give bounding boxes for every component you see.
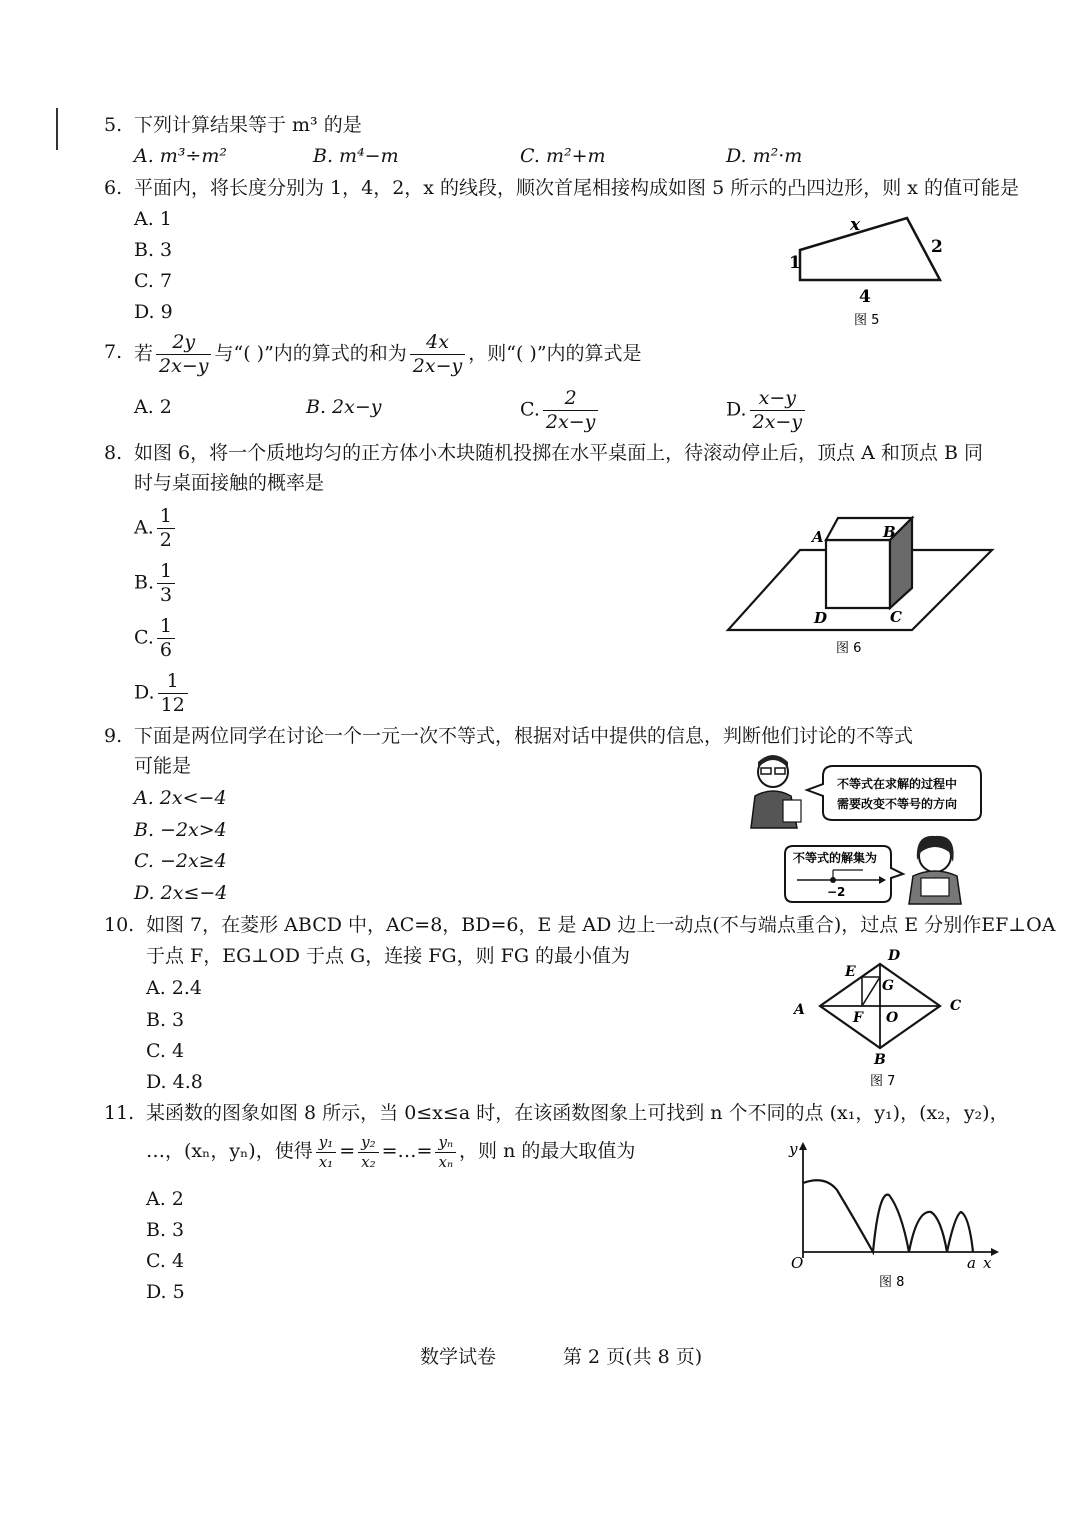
fig6-label-b: B	[883, 523, 896, 541]
q10-number: 10.	[104, 914, 135, 936]
fig7-label-f: F	[853, 1010, 863, 1026]
fig7-label-a: A	[794, 1002, 805, 1018]
fig5-label-x: x	[850, 215, 861, 235]
figure-8-function-graph	[755, 1140, 1000, 1290]
fig7-label-b: B	[874, 1052, 886, 1068]
q8-stem-line1: 如图 6，将一个质地均匀的正方体小木块随机投掷在水平桌面上，待滚动停止后，顶点 A 和顶点 B 同	[134, 442, 983, 464]
q11-option-c: C. 4	[146, 1250, 185, 1272]
fig7-label-c: C	[950, 998, 962, 1014]
q7-option-d: D. $\frac{x-y}{2x-y}$	[726, 388, 808, 433]
fig8-origin: O	[791, 1254, 804, 1272]
q11-option-d: D. 5	[146, 1281, 185, 1303]
q9-number: 9.	[104, 725, 123, 747]
fig7-label-g: G	[882, 978, 894, 994]
q5-option-a: A. m³÷m²	[134, 145, 227, 167]
q10-stem-line2: 于点 F，EG⊥OD 于点 G，连接 FG，则 FG 的最小值为	[146, 945, 631, 967]
q6-option-b: B. 3	[134, 239, 173, 261]
q11-option-a: A. 2	[146, 1188, 184, 1210]
bubble1-line1: 不等式在求解的过程中	[837, 777, 958, 791]
q6-option-a: A. 1	[134, 208, 172, 230]
q5-option-d: D. m²·m	[726, 145, 803, 167]
q11-stem-line1: 某函数的图象如图 8 所示，当 0≤x≤a 时，在该函数图象上可找到 n 个不同的点 (x₁，y₁)，(x₂，y₂)，	[146, 1102, 1009, 1124]
function-curve	[803, 1180, 973, 1252]
q11-number: 11.	[104, 1102, 135, 1124]
fig7-label-e: E	[845, 964, 856, 980]
q10-option-c: C. 4	[146, 1040, 185, 1062]
footer-page: 第 2 页(共 8 页)	[563, 1346, 703, 1368]
q10-option-d: D. 4.8	[146, 1071, 203, 1093]
q10-option-b: B. 3	[146, 1009, 185, 1031]
fig8-a-mark: a	[967, 1254, 976, 1272]
q7-number: 7.	[104, 341, 123, 363]
q9-option-b: B. −2x>4	[134, 819, 227, 841]
q6-stem: 平面内，将长度分别为 1，4，2，x 的线段，顺次首尾相接构成如图 5 所示的凸四边形，则 x 的值可能是	[134, 177, 1020, 199]
q5-option-c: C. m²+m	[520, 145, 606, 167]
q11-option-b: B. 3	[146, 1219, 185, 1241]
q7-stem-line	[134, 332, 642, 377]
fig7-caption: 图 7	[870, 1074, 896, 1089]
q9-stem-line2: 可能是	[134, 755, 192, 777]
fig5-caption: 图 5	[854, 313, 880, 328]
q8-option-b: B. $\frac{1}{3}$	[134, 561, 178, 606]
bubble1-line2: 需要改变不等号的方向	[837, 797, 958, 811]
q7-option-a: A. 2	[134, 396, 172, 418]
q7-stem-prefix: 若	[134, 342, 154, 365]
q7-fraction-2: $\frac{4x}{2x-y}$	[410, 332, 465, 377]
q8-option-d: D. $\frac{1}{12}$	[134, 671, 191, 716]
figure-5-quadrilateral	[780, 210, 960, 330]
figure-dialogue-cartoon	[745, 750, 985, 910]
fig7-label-o: O	[886, 1010, 899, 1026]
q9-option-c: C. −2x≥4	[134, 850, 227, 872]
q7-option-c: C. $\frac{2}{2x-y}$	[520, 388, 601, 433]
q8-stem-line2: 时与桌面接触的概率是	[134, 472, 325, 494]
q11-stem-line2: …，(xₙ，yₙ)，使得 $\frac{\text{y₁}}{\text{x₁}}$ = $\frac{\text{y₂}}{\text{x₂}}$ =…= $\frac{\text{yₙ}}{\text{xₙ}}$ ，则 n 的最大取值为	[146, 1133, 636, 1171]
fig5-label-1: 1	[789, 253, 801, 273]
q5-option-b: B. m⁴−m	[313, 145, 399, 167]
q8-number: 8.	[104, 442, 123, 464]
fig6-label-a: A	[812, 528, 824, 546]
q7-option-b: B. 2x−y	[306, 396, 382, 418]
figure-7-rhombus	[790, 944, 970, 1089]
girl-student-illustration	[909, 836, 961, 904]
fig7-label-d: D	[888, 948, 901, 964]
q10-option-a: A. 2.4	[146, 977, 203, 999]
q10-stem-line1: 如图 7，在菱形 ABCD 中，AC=8，BD=6，E 是 AD 边上一动点(不与端点重合)，过点 E 分别作EF⊥OA	[146, 914, 1056, 936]
footer-subject: 数学试卷	[420, 1346, 497, 1368]
bubble2-title: 不等式的解集为	[793, 851, 878, 865]
fig5-label-4: 4	[859, 287, 871, 307]
q6-option-d: D. 9	[134, 301, 173, 323]
boy-student-illustration	[751, 755, 801, 828]
q9-option-a: A. 2x<−4	[134, 787, 227, 809]
fig6-label-c: C	[890, 608, 902, 626]
q9-stem-line1: 下面是两位同学在讨论一个一元一次不等式，根据对话中提供的信息，判断他们讨论的不等式	[134, 725, 914, 747]
fig6-label-d: D	[814, 609, 828, 627]
fig8-axis-x: x	[983, 1254, 992, 1272]
figure-6-cube-on-table	[720, 510, 1000, 660]
fig8-caption: 图 8	[879, 1275, 905, 1290]
q8-option-c: C. $\frac{1}{6}$	[134, 616, 178, 661]
q6-number: 6.	[104, 177, 123, 199]
q9-option-d: D. 2x≤−4	[134, 882, 228, 904]
number-line-tick: −2	[827, 885, 846, 899]
fig8-axis-y: y	[789, 1140, 798, 1158]
fig6-caption: 图 6	[836, 641, 862, 656]
margin-mark	[56, 108, 58, 150]
q7-stem-mid2: ，则“( )”内的算式是	[468, 342, 642, 365]
q5-stem: 下列计算结果等于 m³ 的是	[134, 114, 362, 136]
q8-option-a: A. $\frac{1}{2}$	[134, 506, 178, 551]
q7-fraction-1: $\frac{2y}{2x-y}$	[156, 332, 211, 377]
fig5-label-2: 2	[931, 237, 943, 257]
q6-option-c: C. 7	[134, 270, 173, 292]
q5-number: 5.	[104, 114, 123, 136]
q7-stem-mid1: 与“( )”内的算式的和为	[214, 342, 407, 365]
